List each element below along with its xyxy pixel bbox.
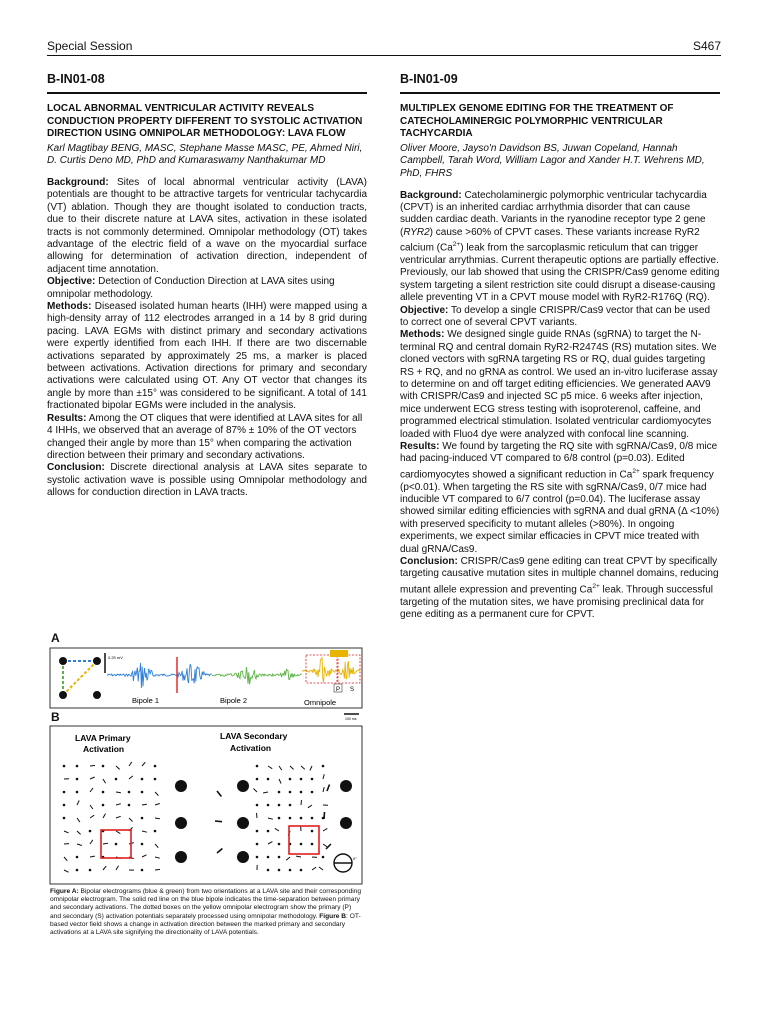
vector-arrow (103, 843, 108, 844)
conclusion-text: Discrete directional analysis at LAVA sites separate to systolic activation wave is possible using Omnipolar methodology and allows for conduction direction in LAVA tracts. (47, 462, 368, 499)
electrode-dot (289, 817, 292, 820)
vector-arrow (90, 840, 93, 844)
electrode-dot (300, 869, 303, 872)
methods-paragraph (400, 329, 720, 441)
vector-arrow (90, 815, 94, 818)
electrode-dot (141, 817, 144, 820)
vector-arrow (155, 792, 159, 796)
electrode-dot (256, 765, 259, 768)
electrode-dot (102, 765, 105, 768)
objective-label: Objective: (47, 276, 96, 288)
vector-arrow (217, 849, 222, 854)
gene-name: RYR2 (403, 226, 430, 238)
electrode-dot (115, 778, 118, 781)
vector-arrow (90, 766, 95, 767)
electrode-dot (128, 791, 131, 794)
vector-arrow (77, 818, 80, 822)
electrode-dot (76, 869, 79, 872)
electrode-dot (63, 765, 66, 768)
vector-field (63, 762, 352, 872)
electrode-dot (89, 830, 92, 833)
superscript: 2+ (592, 582, 600, 590)
background-paragraph (400, 190, 720, 305)
vector-arrow (324, 812, 325, 819)
figure-label-b: B (51, 710, 60, 724)
vector-arrow (64, 831, 69, 833)
conclusion-label: Conclusion: (400, 556, 458, 567)
vector-arrow (301, 800, 302, 805)
mv-scale-label: 0.25 mV (108, 655, 123, 660)
vector-arrow (323, 828, 327, 831)
conclusion-paragraph (400, 556, 720, 621)
electrode-dot (300, 778, 303, 781)
vector-arrow (77, 801, 79, 806)
vector-arrow (116, 792, 121, 793)
primary-title-2: Activation (83, 744, 125, 754)
vector-arrow (64, 870, 69, 872)
electrode-dot (256, 804, 259, 807)
vector-arrow (155, 818, 160, 819)
electrode-dot (89, 869, 92, 872)
secondary-selection-box (289, 826, 319, 854)
electrode-dot (141, 869, 144, 872)
results-label: Results: (47, 412, 87, 424)
electrode-dot (102, 804, 105, 807)
electrode-dot (154, 830, 157, 833)
abstract-title: LOCAL ABNORMAL VENTRICULAR ACTIVITY REVEALS CONDUCTION PROPERTY DIFFERENT TO SYSTOLIC ACTIVATION DIRECTION USING OMNIPOLAR METHODOLOGY: LAVA FLOW (47, 103, 363, 140)
bipole-2-label: Bipole 2 (220, 696, 248, 705)
electrode-dot (322, 856, 325, 859)
electrode-dot (154, 765, 157, 768)
electrode-dot (340, 780, 352, 792)
vector-arrow (268, 842, 272, 844)
results-text-1: We found by targeting the RQ site with sgRNA/Cas9, 0/8 mice had pacing-induced VT compared to 6/8 control (p=0.03). Edited cardiomyocytes showed a significant reduction in Ca (400, 441, 718, 481)
vector-arrow (215, 821, 222, 822)
electrode-dot (278, 869, 281, 872)
electrode-dot (237, 817, 249, 829)
secondary-title-2: Activation (230, 743, 272, 753)
electrode-dot (278, 856, 281, 859)
vector-arrow (268, 818, 273, 819)
vector-arrow (155, 869, 160, 870)
vector-arrow (217, 791, 221, 797)
caption-b-label: Figure B (319, 912, 347, 920)
vector-arrow (290, 766, 294, 769)
vector-arrow (77, 831, 81, 834)
background-label: Background: (400, 189, 462, 201)
objective-paragraph (47, 276, 367, 301)
conclusion-text-1: CRISPR/Cas9 gene editing can treat CPVT by specifically targeting causative mutation sites in multiple channel domains, reducing mutant allele expression and preventing Ca (400, 556, 719, 596)
electrode-dot (278, 843, 281, 846)
electrode-dot (278, 804, 281, 807)
vector-arrow (64, 857, 67, 861)
figure (47, 631, 367, 956)
angle-label: 0° (353, 856, 357, 861)
electrode-dot (311, 817, 314, 820)
electrode-dot (311, 791, 314, 794)
vector-arrow (310, 766, 312, 771)
objective-label: Objective: (400, 304, 449, 316)
electrode-dot (300, 817, 303, 820)
conclusion-text-2: leak. Through successful targeting of the mutation sites, we have promising preclinical data for gene editing as a permanent cure for CPVT. (400, 584, 713, 620)
electrode-dot (267, 869, 270, 872)
electrode-dot (311, 830, 314, 833)
caption-a-label: Figure A: (50, 888, 79, 895)
electrode-dot (311, 843, 314, 846)
electrode-dot (289, 791, 292, 794)
background-text-3: ) leak from the sarcoplasmic reticulum that can trigger ventricular arrythmias. Current therapeutic options are partially effective. Previously, our lab showed that using the CRISPR/Cas9 genome editing system targeting a silent restriction site could disrupt a disease-causing allele preventing VT in a CPVT mouse model with RyR2-R176Q (RQ). (400, 242, 720, 304)
ms-scale-label: 100 ms (345, 717, 357, 721)
vector-arrow (296, 856, 301, 857)
abstract-title: MULTIPLEX GENOME EDITING FOR THE TREATMENT OF CATECHOLAMINERGIC POLYMORPHIC VENTRICULAR TACHYCARDIA (400, 103, 674, 140)
vector-arrow (323, 774, 324, 779)
electrode-triangle (59, 657, 101, 699)
electrode-dot (102, 791, 105, 794)
vector-arrow (116, 766, 120, 769)
electrode-dot (175, 780, 187, 792)
electrode-dot (175, 851, 187, 863)
methods-label: Methods: (47, 301, 92, 313)
electrode-dot (128, 804, 131, 807)
vector-arrow (103, 814, 106, 818)
vector-arrow (90, 856, 95, 857)
electrode-dot (76, 791, 79, 794)
vector-arrow (142, 831, 147, 832)
vector-arrow (323, 787, 324, 792)
electrode-dot (256, 778, 259, 781)
objective-text: To develop a single CRISPR/Cas9 vector that can be used to correct one of several CPVT variants. (400, 304, 711, 328)
electrode-dot (278, 817, 281, 820)
electrode-dot (289, 778, 292, 781)
primary-title-1: LAVA Primary (75, 733, 131, 743)
vector-arrow (77, 844, 82, 846)
abstract-id: B-IN01-09 (400, 72, 720, 94)
vector-arrow (301, 766, 305, 769)
vector-arrow (308, 805, 312, 808)
electrode-dot (289, 869, 292, 872)
vector-arrow (263, 792, 268, 793)
objective-paragraph (400, 305, 720, 330)
electrode-dot (267, 778, 270, 781)
electrode-dot (76, 856, 79, 859)
electrode-dot (141, 843, 144, 846)
vector-arrow (116, 866, 119, 870)
abstract-body (400, 190, 720, 622)
abstract-body (47, 177, 367, 500)
bipole-2-trace (212, 667, 302, 684)
running-header-section: Special Session (47, 39, 133, 53)
vector-arrow (116, 804, 121, 805)
methods-label: Methods: (400, 329, 445, 341)
electrode-dot (76, 778, 79, 781)
vector-arrow (103, 866, 106, 870)
electrode-dot (256, 830, 259, 833)
vector-arrow (312, 867, 316, 870)
electrode-dot (141, 791, 144, 794)
abstract-authors: Karl Magtibay BENG, MASC, Stephane Masse MASC, PE, Ahmed Niri, D. Curtis Deno MD, PhD and Kumaraswamy Nanthakumar MD (47, 142, 363, 167)
electrode-dot (256, 843, 259, 846)
vector-arrow (279, 766, 282, 770)
bipole-1-trace (107, 663, 212, 688)
electrode-dot (267, 856, 270, 859)
electrode-dot (300, 791, 303, 794)
omnipole-trace (302, 658, 360, 683)
results-label: Results: (400, 441, 440, 453)
vector-arrow (275, 828, 279, 831)
conclusion-label: Conclusion: (47, 462, 105, 474)
vector-arrow (319, 867, 323, 870)
omnipole-bar (330, 650, 348, 657)
background-text-1: Catecholaminergic polymorphic ventricular tachycardia (CPVT) is an inherited cardiac arrhythmia disorder that can cause sudden cardiac death. Variants in the ryanodine receptor type 2 gene ( (400, 189, 707, 238)
vector-arrow (268, 766, 272, 769)
background-label: Background: (47, 176, 109, 188)
methods-paragraph (47, 301, 367, 413)
results-paragraph (400, 441, 720, 556)
background-text-2: ) cause >60% of CPVT cases. These variants increase RyR2 calcium (Ca (400, 226, 700, 254)
figure-graphic (47, 631, 367, 887)
vector-arrow (90, 788, 93, 792)
s-label: S (350, 687, 355, 693)
vector-arrow (103, 779, 106, 783)
conclusion-paragraph (47, 462, 367, 499)
vector-arrow (116, 816, 121, 818)
vector-arrow (155, 857, 160, 858)
electrode-dot (237, 780, 249, 792)
electrode-dot (237, 851, 249, 863)
omnipole-label: Omnipole (304, 698, 337, 707)
results-text: Among the OT cliques that were identified at LAVA sites for all 4 IHHs, we observed that an average of 87% ± 10% of the OT vectors changed their angle by more than 15° when comparing the activation direction between their primary and secondary activations. (47, 412, 363, 461)
superscript: 2+ (632, 467, 640, 475)
vector-arrow (155, 844, 158, 848)
figure-label-a: A (51, 631, 60, 645)
vector-arrow (142, 855, 147, 857)
electrode-dot (289, 804, 292, 807)
bipole-1-label: Bipole 1 (132, 696, 160, 705)
electrode-dot (63, 804, 66, 807)
abstract-left (47, 72, 367, 500)
electrode-dot (141, 778, 144, 781)
methods-text: Diseased isolated human hearts (IHH) were mapped using a high-density array of 112 electrodes arranged in a 14 by 8 grid during pacing. LAVA EGMs with distinct primary and secondary activations were expertly identified from each IHH. If there are two discernable activations separated by approximately 25 ms, a marker is placed between activations. Activation directions for primary and secondary activations were calculated using OT. Any OT vector that changes its angle by more than ±15° was considered to be significant. A total of 141 fractionated bipolar EGMs were included in the analysis. (47, 301, 368, 412)
electrode-dot (115, 843, 118, 846)
vector-arrow (286, 857, 290, 860)
abstract-right (400, 72, 720, 621)
abstract-authors: Oliver Moore, Jayso'n Davidson BS, Juwan Copeland, Hannah Campbell, Tarah Word, William Lagor and Xander H.T. Wehrens MD, PhD, FHRS (400, 142, 705, 179)
vector-arrow (90, 777, 95, 779)
vector-arrow (323, 844, 327, 847)
page-number: S467 (692, 39, 721, 53)
secondary-title-1: LAVA Secondary (220, 731, 288, 741)
electrode-dot (63, 791, 66, 794)
vector-arrow (257, 813, 258, 818)
figure-caption (50, 888, 362, 937)
electrode-dot (278, 791, 281, 794)
electrode-dot (322, 765, 325, 768)
electrode-dot (76, 765, 79, 768)
electrode-dot (340, 817, 352, 829)
vector-arrow (155, 804, 160, 806)
results-paragraph (47, 413, 367, 463)
vector-arrow (279, 779, 281, 784)
electrode-dot (267, 804, 270, 807)
abstract-id: B-IN01-08 (47, 72, 367, 94)
electrode-dot (300, 843, 303, 846)
vector-arrow (253, 789, 257, 793)
vector-arrow (116, 831, 120, 834)
methods-text: We designed single guide RNAs (sgRNA) to target the N-terminal RQ and central domain RyR2-R2474S (RS) mutation sites. We cloned vectors with sgRNA targeting RS or RQ, dual guides targeting RS + RQ, and no gRNA as control. We used an in-vitro luciferase assay to determine on and off target editing efficiencies. We generated AAV9 with CRISPR/Cas9 and injected SC p5 mice. 6 weeks after injection, mice underwent ECG stress testing with isoproterenol, caffeine, and programmed electrical stimulation. Isolated ventricular cardiomyocytes loaded with Fluo4 dye were analyzed with confocal line scanning. (400, 329, 718, 440)
p-label: P (336, 687, 341, 693)
superscript: 2+ (452, 241, 461, 249)
electrode-dot (175, 817, 187, 829)
electrode-dot (63, 817, 66, 820)
vector-arrow (142, 804, 147, 805)
electrode-dot (154, 778, 157, 781)
header-rule (47, 55, 721, 56)
background-text: Sites of local abnormal ventricular activity (LAVA) potentials are thought to be attractive targets for ventricular tachycardia (VT) ablation. Though they are thought isolated to conduction tracts, due to their discrete nature at LAVA sites, activation in these isolated tracts is not commonly determined. Omnipolar methodology (OT) takes advantage of the electric field of a wave on the myocardial surface allowing for determination of activation direction, independent of adjacent time annotation. (47, 176, 367, 275)
results-text-2: spark frequency (p<0.01). When targeting the RS site with sgRNA/Cas9, 0/7 mice had inducible VT compared to 6/7 control (p=0.04). The luciferase assay showed similar editing efficiencies with sgRNA and dual gRNA (Δ <10%) with preserved specificity to mutant alleles (>80%). In ongoing experiments, we expect similar efficacies in CPVT mice treated with dual gRNA/Cas9. (400, 469, 720, 555)
background-paragraph (47, 177, 367, 276)
vector-arrow (90, 805, 93, 809)
objective-text: Detection of Conduction Direction at LAVA sites using omnipolar methodology. (47, 276, 335, 300)
electrode-dot (256, 856, 259, 859)
electrode-dot (311, 778, 314, 781)
caption-b-text: : OT-based vector field shows a change in activation direction between the marked primary and secondary activations at a LAVA site signifying the directionality of LAVA potentials. (50, 912, 361, 937)
electrode-dot (267, 830, 270, 833)
vector-arrow (327, 785, 330, 792)
vector-arrow (129, 762, 132, 766)
vector-arrow (129, 818, 133, 822)
vector-arrow (142, 762, 145, 766)
vector-arrow (129, 776, 133, 779)
caption-a-text: Bipolar electrograms (blue & green) from two orientations at a LAVA site and their corresponding omnipolar electrogram. The solid red line on the blue bipole indicates the time-separation between primary and secondary activations. The dotted boxes on the yellow omnipolar electrogram show the primary (P) and secondary (S) activation potentials separately processed using omnipolar methodology. (50, 888, 362, 920)
